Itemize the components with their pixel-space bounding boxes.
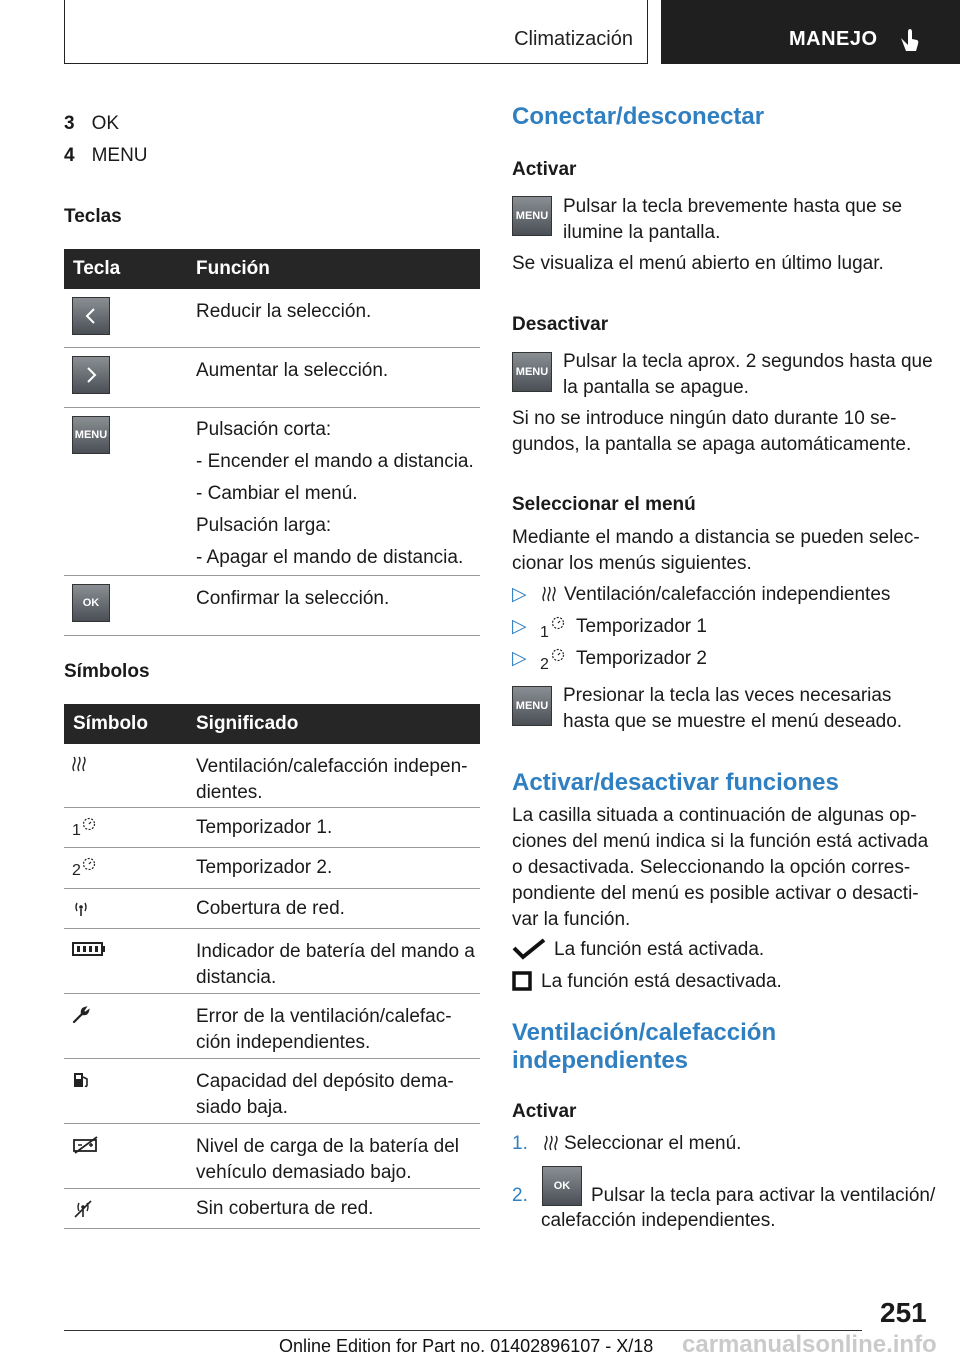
list-item: 4 MENU bbox=[64, 145, 148, 166]
watermark: carmanualsonline.info bbox=[682, 1331, 937, 1358]
table-row: Sin cobertura de red. bbox=[64, 1189, 480, 1229]
functions-text: La casilla situada a continuación de algunas op- ciones del menú indica si la función está activada o desactivada. Seleccionando la opción corres- pondiente del menú es posible activar o desacti- var la función. bbox=[512, 805, 929, 930]
table-row: Error de la ventilación/calefac- ción independientes. bbox=[64, 994, 480, 1059]
triangle-bullet-icon: ▷ bbox=[512, 648, 527, 669]
ok-key-icon: OK bbox=[72, 584, 110, 622]
table-header: Símbolo Significado bbox=[64, 704, 480, 744]
checked-text: La función está activada. bbox=[554, 939, 765, 960]
footer-edition: Online Edition for Part no. 01402896107 - X/18 bbox=[279, 1336, 654, 1356]
section-title: Climatización bbox=[514, 28, 633, 50]
list-item: ▷ Ventilación/calefacción independientes bbox=[512, 584, 891, 605]
activate-heading: Activar bbox=[512, 159, 577, 180]
ventilation-icon bbox=[544, 1135, 558, 1151]
deactivate-heading: Desactivar bbox=[512, 314, 609, 335]
fuel-icon bbox=[72, 1071, 90, 1089]
table-row: Reducir la selección. bbox=[64, 289, 480, 348]
triangle-bullet-icon: ▷ bbox=[512, 584, 527, 605]
network-coverage-icon bbox=[72, 901, 90, 917]
list-item: 3 OK bbox=[64, 113, 120, 134]
table-row: Ventilación/calefacción indepen- dientes. bbox=[64, 744, 480, 808]
page-number: 251 bbox=[880, 1297, 927, 1328]
ok-key-icon: OK bbox=[542, 1166, 582, 1206]
no-network-icon bbox=[72, 1199, 94, 1219]
table-row: Nivel de carga de la batería del vehículo demasiado bajo. bbox=[64, 1124, 480, 1189]
select-text: Mediante el mando a distancia se pueden selec- cionar los menús siguientes. bbox=[512, 527, 920, 574]
heading-functions: Activar/desactivar funciones bbox=[512, 769, 839, 796]
wrench-icon bbox=[72, 1006, 90, 1024]
keys-table bbox=[64, 249, 480, 636]
activate-note: Se visualiza el menú abierto en último lugar. bbox=[512, 253, 884, 274]
step-text-line2: calefacción independientes. bbox=[541, 1210, 776, 1231]
table-header: Tecla Función bbox=[64, 249, 480, 289]
header-chapter-box bbox=[661, 0, 960, 64]
table-row: Indicador de batería del mando a distancia. bbox=[64, 929, 480, 994]
heading-ventilation: Ventilación/calefacción independientes bbox=[512, 1019, 777, 1074]
ventilation-icon bbox=[542, 586, 556, 602]
ventilation-icon bbox=[72, 756, 86, 772]
menu-key-icon: MENU bbox=[512, 196, 552, 236]
symbols-heading: Símbolos bbox=[64, 661, 150, 682]
timer-1-icon bbox=[82, 817, 96, 831]
hand-pointer-icon bbox=[897, 26, 921, 52]
activate-text: Pulsar la tecla brevemente hasta que se ilumine la pantalla. bbox=[563, 196, 903, 243]
step-item: 1. Seleccionar el menú. bbox=[512, 1133, 742, 1154]
checkbox-unchecked-icon bbox=[512, 971, 532, 991]
chapter-title: MANEJO bbox=[789, 28, 878, 50]
table-row: OK Confirmar la selección. bbox=[64, 576, 480, 636]
low-battery-icon bbox=[72, 1136, 100, 1154]
select-heading: Seleccionar el menú bbox=[512, 494, 696, 515]
heading-connect: Conectar/desconectar bbox=[512, 103, 765, 130]
list-item: ▷ 1 Temporizador 1 bbox=[512, 616, 707, 641]
triangle-bullet-icon: ▷ bbox=[512, 616, 527, 637]
symbols-table bbox=[64, 704, 480, 1229]
unchecked-text: La función está desactivada. bbox=[541, 971, 782, 992]
timer-1-icon bbox=[551, 616, 565, 630]
table-row: 2 Temporizador 2. bbox=[64, 848, 480, 889]
checkbox-checked-icon bbox=[512, 938, 546, 960]
press-text: Presionar la tecla las veces necesarias hasta que se muestre el menú deseado. bbox=[563, 685, 903, 732]
menu-key-icon: MENU bbox=[512, 686, 552, 726]
activate2-heading: Activar bbox=[512, 1101, 577, 1122]
step-text-line1: Pulsar la tecla para activar la ventilación/ bbox=[591, 1185, 936, 1206]
table-row: Aumentar la selección. bbox=[64, 348, 480, 408]
table-row: 1 Temporizador 1. bbox=[64, 808, 480, 848]
right-arrow-key-icon bbox=[72, 356, 110, 394]
table-row: Cobertura de red. bbox=[64, 889, 480, 929]
menu-key-icon: MENU bbox=[72, 416, 110, 454]
timer-2-icon bbox=[82, 857, 96, 871]
left-arrow-key-icon bbox=[72, 297, 110, 335]
header-left-box bbox=[64, 0, 648, 64]
deactivate-text: Pulsar la tecla aprox. 2 segundos hasta que la pantalla se apague. bbox=[563, 351, 933, 398]
table-row: Capacidad del depósito dema- siado baja. bbox=[64, 1059, 480, 1124]
menu-key-icon: MENU bbox=[512, 352, 552, 392]
battery-icon bbox=[72, 941, 106, 957]
deactivate-note: Si no se introduce ningún dato durante 10 se- gundos, la pantalla se apaga automáticamente. bbox=[512, 408, 912, 455]
list-item: ▷ 2 Temporizador 2 bbox=[512, 648, 707, 673]
step-item-number: 2. bbox=[512, 1185, 528, 1206]
timer-2-icon bbox=[551, 648, 565, 662]
table-row: MENU Pulsación corta: - Encender el mando a distancia. - Cambiar el menú. Pulsación larga: - Apagar el mando de distancia. bbox=[64, 408, 480, 576]
keys-heading: Teclas bbox=[64, 206, 122, 227]
